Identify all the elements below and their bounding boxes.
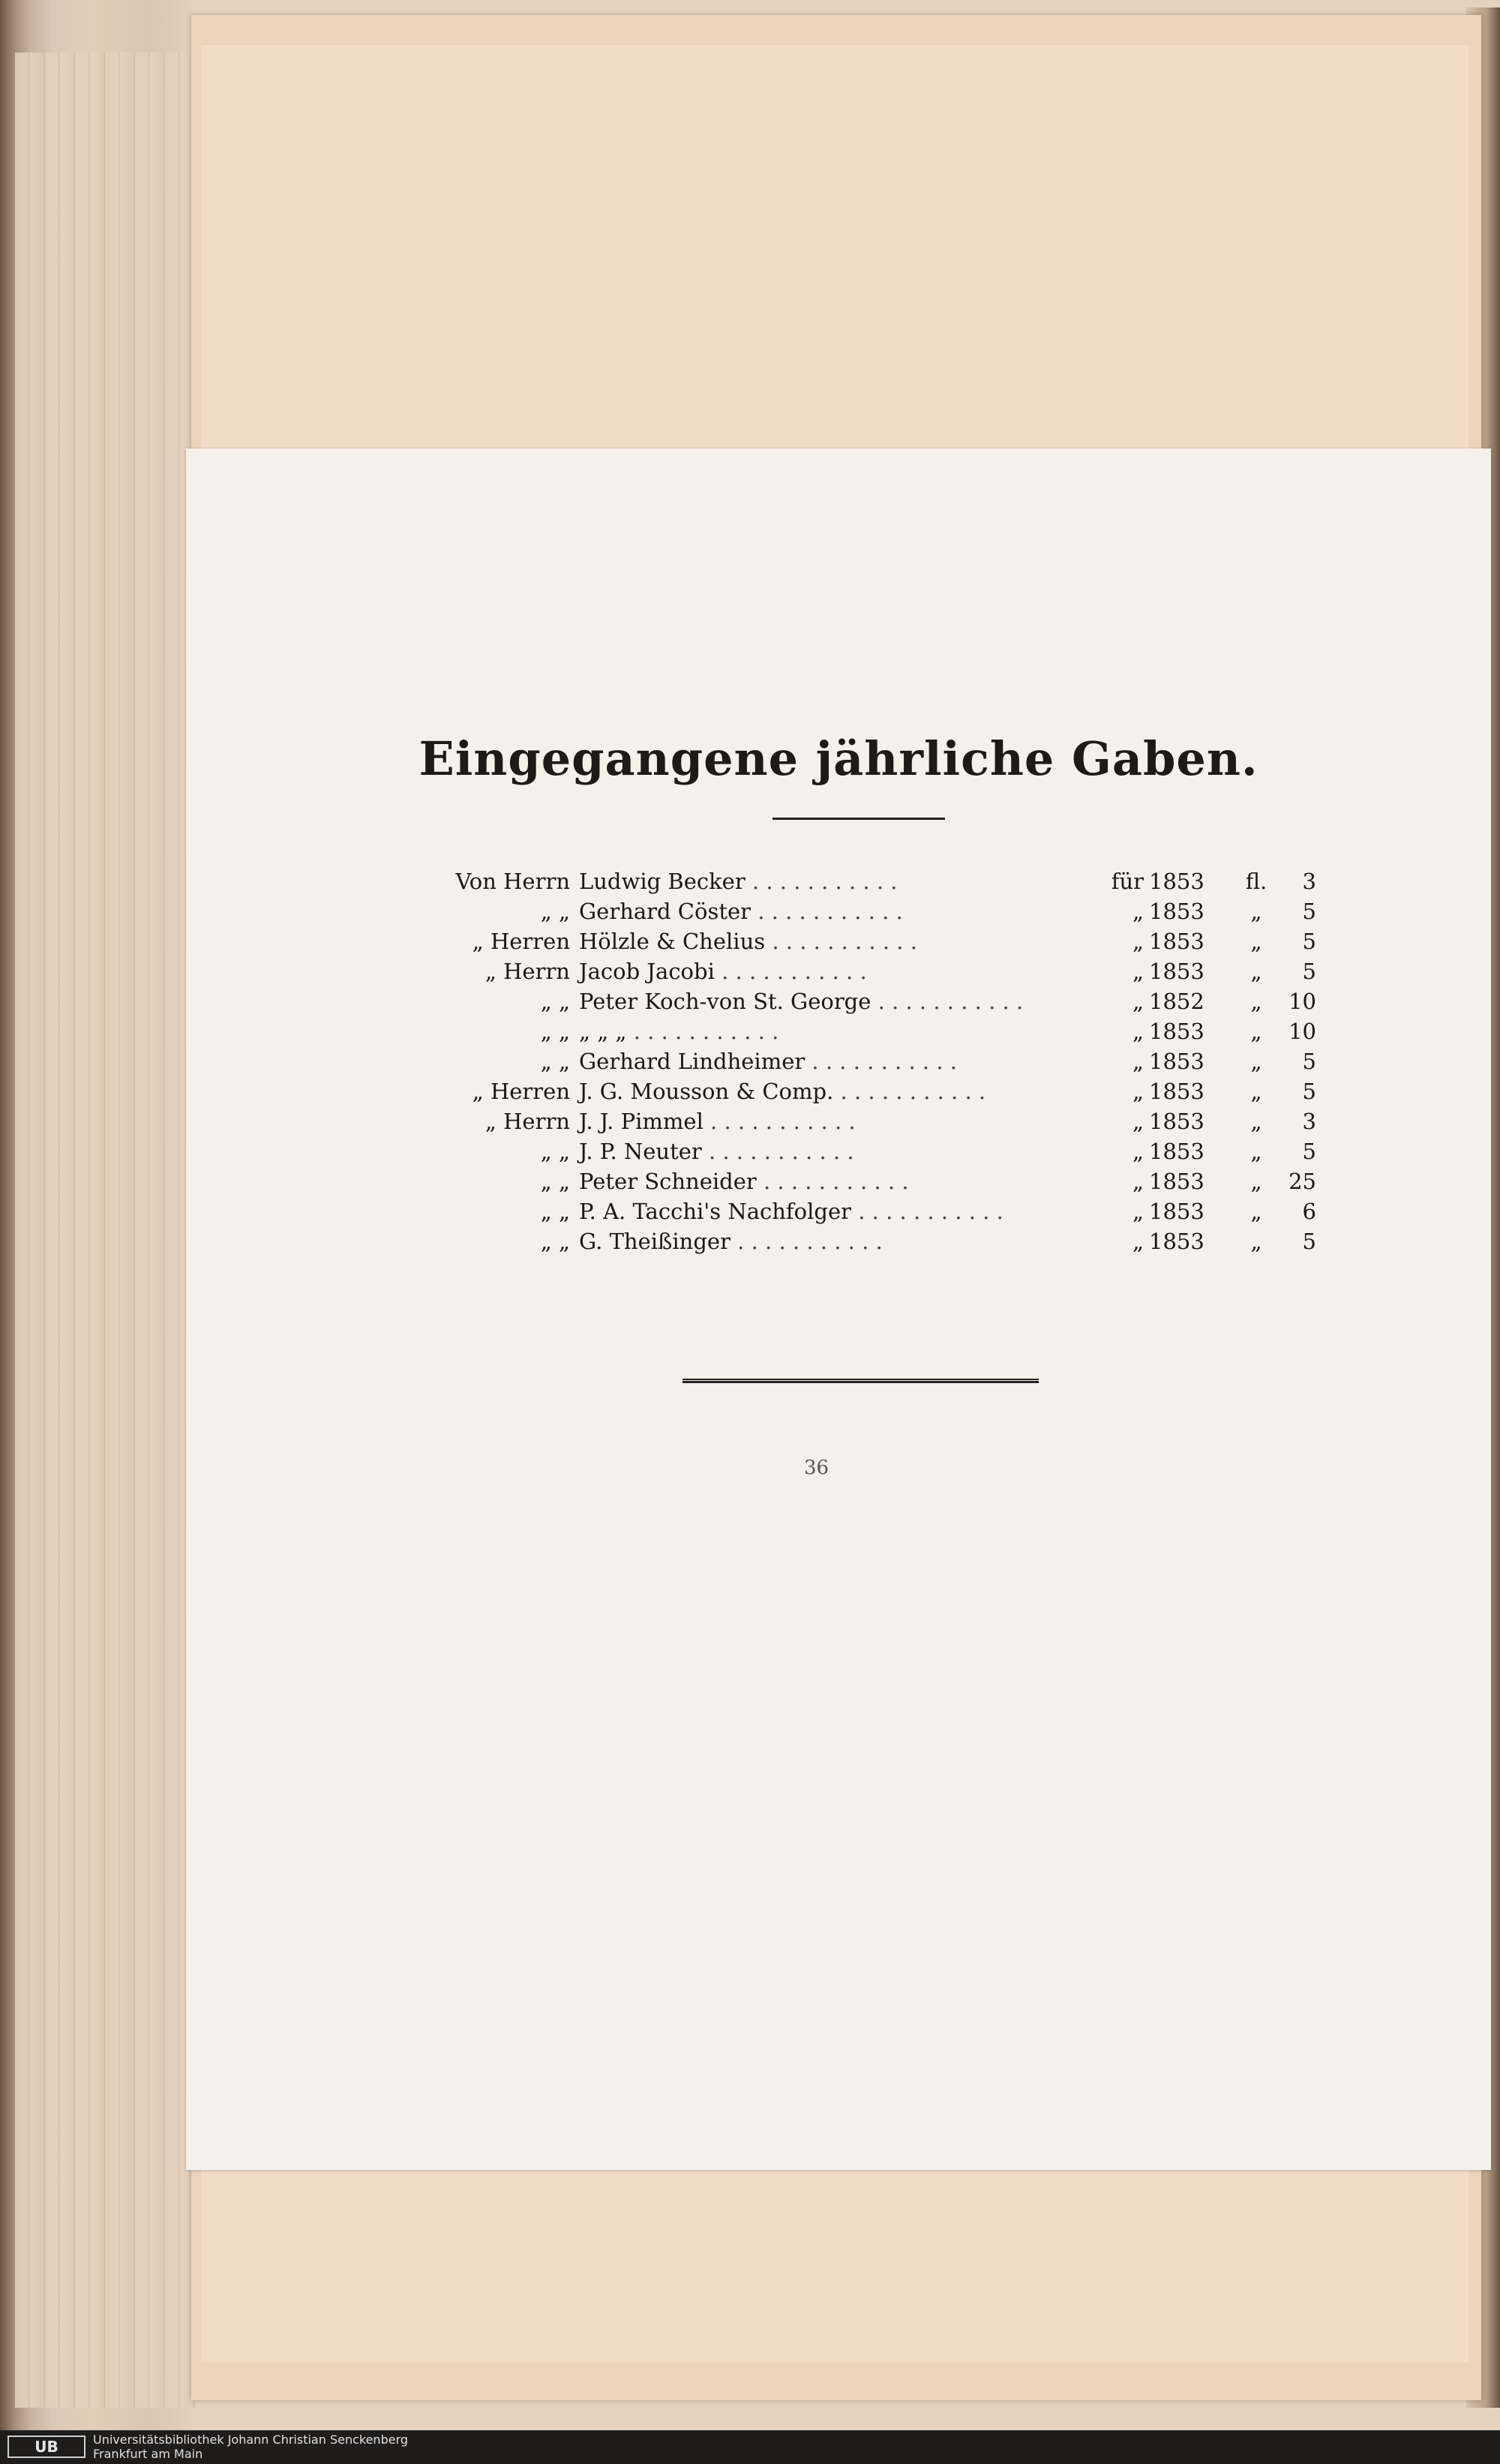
- currency-unit: „: [1250, 929, 1262, 954]
- donor-title: „ „: [540, 1049, 570, 1074]
- donor-title: „ Herrn: [484, 1109, 570, 1134]
- currency-unit: „: [1250, 1229, 1262, 1254]
- currency-unit: „: [1250, 899, 1262, 924]
- currency-unit: „: [1250, 1049, 1262, 1074]
- ub-logo: UB: [8, 2435, 86, 2458]
- currency-unit: „: [1250, 989, 1262, 1014]
- donor-name: Ludwig Becker . . . . . . . . . . .: [579, 869, 898, 894]
- currency-unit: fl.: [1245, 869, 1268, 894]
- closing-rule: [682, 1379, 1039, 1383]
- amount-value: 10: [1288, 1019, 1316, 1044]
- donor-name: Peter Schneider . . . . . . . . . . .: [579, 1169, 909, 1194]
- leader-dots: . . . . . . . . . . .: [756, 1169, 909, 1194]
- year-value: 1853: [1149, 959, 1204, 984]
- leader-dots: . . . . . . . . . . .: [833, 1079, 986, 1104]
- currency-unit: „: [1250, 1019, 1262, 1044]
- amount-value: 25: [1288, 1169, 1316, 1194]
- currency-unit: „: [1250, 1169, 1262, 1194]
- donor-name: Hölzle & Chelius . . . . . . . . . . .: [579, 929, 917, 954]
- donation-row: [420, 989, 1320, 1019]
- for-label: „: [1132, 899, 1144, 924]
- year-value: 1853: [1149, 1229, 1204, 1254]
- donor-title: „ Herren: [472, 1079, 570, 1104]
- year-value: 1853: [1149, 1169, 1204, 1194]
- donor-name: J. J. Pimmel . . . . . . . . . . .: [579, 1109, 856, 1134]
- year-value: 1853: [1149, 1199, 1204, 1224]
- title-underline: [772, 818, 945, 820]
- donor-title: „ Herren: [472, 929, 570, 954]
- donation-row: [420, 929, 1320, 959]
- for-label: für: [1111, 869, 1144, 894]
- year-value: 1853: [1149, 869, 1204, 894]
- donor-title: „ „: [540, 1229, 570, 1254]
- donation-row: [420, 1169, 1320, 1199]
- amount-value: 5: [1302, 959, 1316, 984]
- for-label: „: [1132, 1229, 1144, 1254]
- donation-row: [420, 959, 1320, 989]
- donor-name: Gerhard Cöster . . . . . . . . . . .: [579, 899, 903, 924]
- year-value: 1852: [1149, 989, 1204, 1014]
- donation-row: [420, 899, 1320, 929]
- year-value: 1853: [1149, 1109, 1204, 1134]
- footer-line-1: Universitätsbibliothek Johann Christian Senckenberg: [93, 2432, 409, 2447]
- currency-unit: „: [1250, 1079, 1262, 1104]
- donor-name: P. A. Tacchi's Nachfolger . . . . . . . . . . .: [579, 1199, 1004, 1224]
- amount-value: 3: [1302, 869, 1316, 894]
- donation-row: [420, 1049, 1320, 1079]
- donor-title: „ „: [540, 1169, 570, 1194]
- pasted-notice-sheet: [186, 449, 1491, 2170]
- donor-name: Jacob Jacobi . . . . . . . . . . .: [579, 959, 867, 984]
- leader-dots: . . . . . . . . . . .: [714, 959, 867, 984]
- donation-row: [420, 1139, 1320, 1169]
- donor-title: „ „: [540, 1199, 570, 1224]
- leader-dots: . . . . . . . . . . .: [745, 869, 898, 894]
- year-value: 1853: [1149, 1079, 1204, 1104]
- donor-title: „ „: [540, 989, 570, 1014]
- donor-title: „ „: [540, 1139, 570, 1164]
- donor-title: Von Herrn: [455, 869, 570, 894]
- amount-value: 6: [1302, 1199, 1316, 1224]
- footer-line-2: Frankfurt am Main: [93, 2447, 203, 2461]
- footer-bar: [0, 2430, 1500, 2464]
- donor-title: „ „: [540, 899, 570, 924]
- for-label: „: [1132, 1169, 1144, 1194]
- signature-mark: 36: [804, 1457, 830, 1479]
- for-label: „: [1132, 959, 1144, 984]
- donor-title: „ Herrn: [484, 959, 570, 984]
- donation-row: [420, 1199, 1320, 1229]
- donor-name: „ „ „ . . . . . . . . . . .: [579, 1019, 779, 1044]
- leader-dots: . . . . . . . . . . .: [751, 899, 903, 924]
- amount-value: 5: [1302, 899, 1316, 924]
- currency-unit: „: [1250, 1139, 1262, 1164]
- amount-value: 5: [1302, 1049, 1316, 1074]
- for-label: „: [1132, 1139, 1144, 1164]
- amount-value: 3: [1302, 1109, 1316, 1134]
- for-label: „: [1132, 1019, 1144, 1044]
- donation-row: [420, 1079, 1320, 1109]
- donation-row: [420, 869, 1320, 899]
- currency-unit: „: [1250, 1109, 1262, 1134]
- leader-dots: . . . . . . . . . . .: [703, 1109, 856, 1134]
- page-edges-left: [15, 53, 195, 2408]
- for-label: „: [1132, 1109, 1144, 1134]
- leader-dots: . . . . . . . . . . .: [805, 1049, 958, 1074]
- amount-value: 5: [1302, 1229, 1316, 1254]
- donor-name: J. P. Neuter . . . . . . . . . . .: [579, 1139, 854, 1164]
- donation-row: [420, 1229, 1320, 1259]
- amount-value: 5: [1302, 1139, 1316, 1164]
- leader-dots: . . . . . . . . . . .: [626, 1019, 779, 1044]
- for-label: „: [1132, 1199, 1144, 1224]
- donor-title: „ „: [540, 1019, 570, 1044]
- donor-name: Gerhard Lindheimer . . . . . . . . . . .: [579, 1049, 958, 1074]
- year-value: 1853: [1149, 1019, 1204, 1044]
- donor-name: Peter Koch-von St. George . . . . . . . . . . .: [579, 989, 1024, 1014]
- year-value: 1853: [1149, 1139, 1204, 1164]
- year-value: 1853: [1149, 929, 1204, 954]
- currency-unit: „: [1250, 1199, 1262, 1224]
- donation-row: [420, 1019, 1320, 1049]
- amount-value: 5: [1302, 929, 1316, 954]
- leader-dots: . . . . . . . . . . .: [765, 929, 917, 954]
- amount-value: 10: [1288, 989, 1316, 1014]
- leader-dots: . . . . . . . . . . .: [871, 989, 1024, 1014]
- bleed-through-text: [285, 510, 1478, 566]
- leader-dots: . . . . . . . . . . .: [701, 1139, 854, 1164]
- year-value: 1853: [1149, 899, 1204, 924]
- currency-unit: „: [1250, 959, 1262, 984]
- notice-title: Eingegangene jährliche Gaben.: [418, 731, 1258, 786]
- for-label: „: [1132, 1049, 1144, 1074]
- year-value: 1853: [1149, 1049, 1204, 1074]
- donor-name: J. G. Mousson & Comp. . . . . . . . . . . .: [579, 1079, 986, 1104]
- amount-value: 5: [1302, 1079, 1316, 1104]
- leader-dots: . . . . . . . . . . .: [850, 1199, 1004, 1224]
- for-label: „: [1132, 989, 1144, 1014]
- leader-dots: . . . . . . . . . . .: [730, 1229, 883, 1254]
- donor-name: G. Theißinger . . . . . . . . . . .: [579, 1229, 883, 1254]
- donation-row: [420, 1109, 1320, 1139]
- for-label: „: [1132, 929, 1144, 954]
- for-label: „: [1132, 1079, 1144, 1104]
